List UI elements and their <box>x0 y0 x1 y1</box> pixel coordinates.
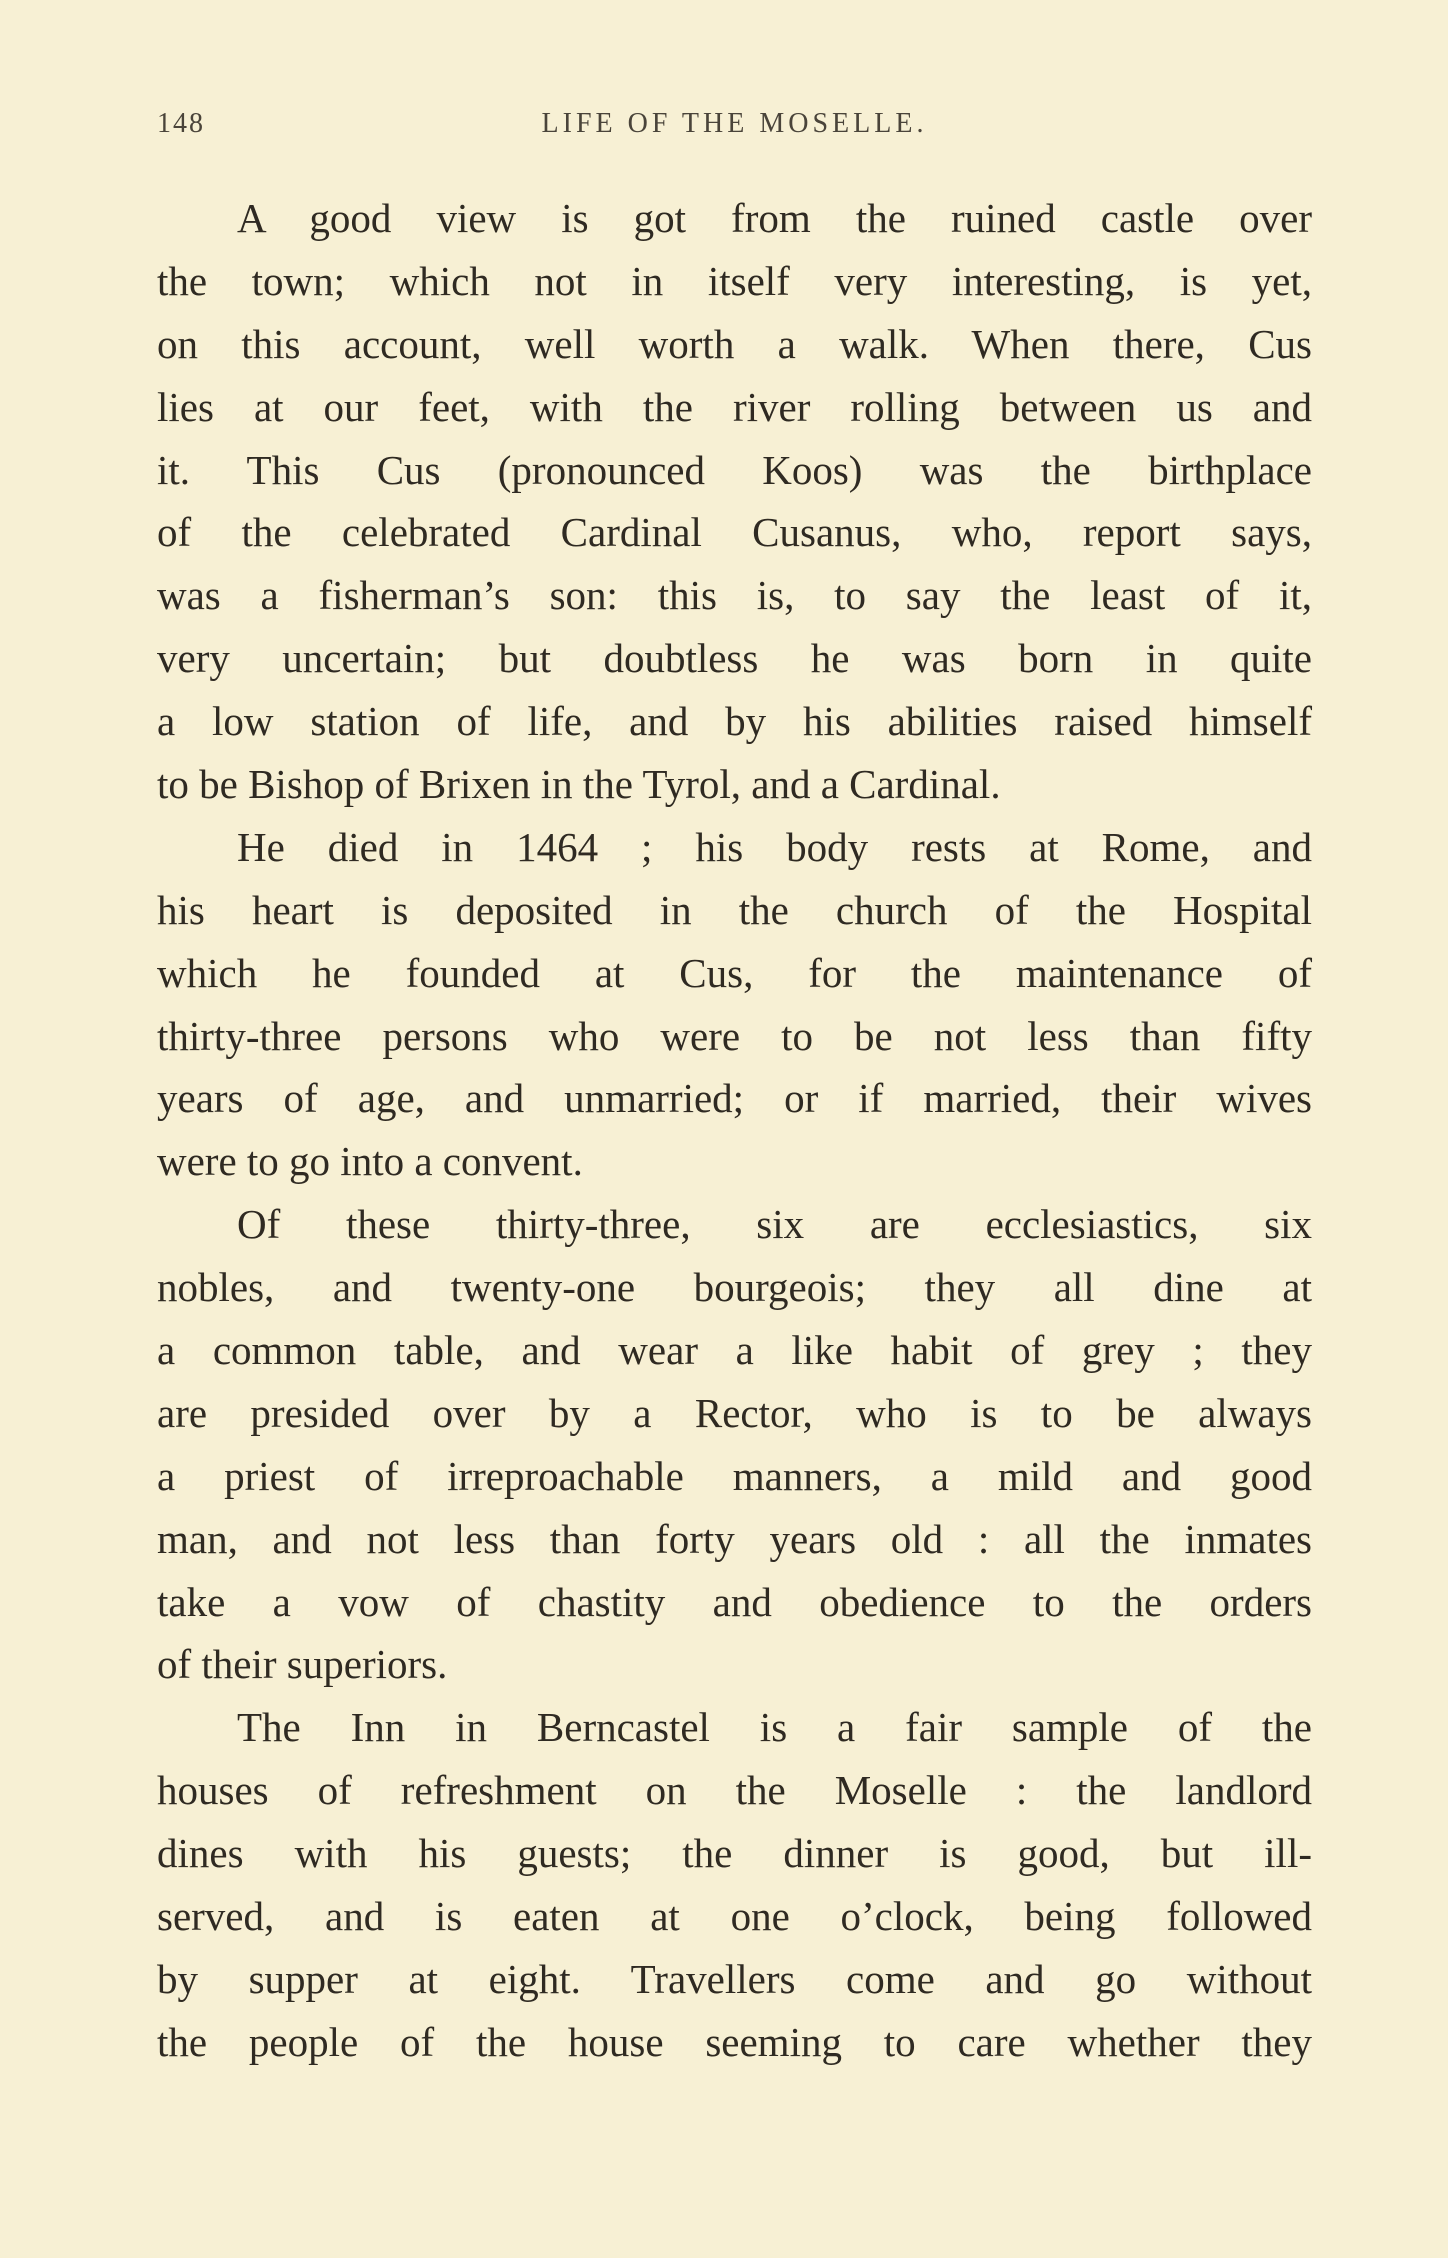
text-line: was a fisherman’s son: this is, to say the least of it, <box>157 572 1312 619</box>
text-line: lies at our feet, with the river rolling between us and <box>157 383 1312 430</box>
text-line: which he founded at Cus, for the maintenance of <box>157 949 1312 996</box>
text-line: of the celebrated Cardinal Cusanus, who, report says, <box>157 509 1312 556</box>
text-line: dines with his guests; the dinner is good, but ill- <box>157 1830 1312 1877</box>
text-line: of their superiors. <box>157 1641 448 1688</box>
paragraph <box>157 816 1312 1193</box>
text-line: a priest of irreproachable manners, a mild and good <box>157 1452 1312 1499</box>
text-line: to be Bishop of Brixen in the Tyrol, and a Cardinal. <box>157 761 1001 808</box>
text-line: are presided over by a Rector, who is to be always <box>157 1389 1312 1436</box>
paragraph <box>157 1696 1312 2073</box>
text-line: on this account, well worth a walk. When there, Cus <box>157 320 1312 367</box>
text-line: by supper at eight. Travellers come and go without <box>157 1955 1312 2002</box>
page-header <box>157 108 1312 148</box>
text-line: take a vow of chastity and obedience to the orders <box>157 1578 1312 1625</box>
paragraph <box>157 1193 1312 1696</box>
page-number: 148 <box>157 108 205 139</box>
text-line: the town; which not in itself very interesting, is yet, <box>157 257 1312 304</box>
text-line: it. This Cus (pronounced Koos) was the birthplace <box>157 446 1312 493</box>
text-line: Of these thirty-three, six are ecclesiastics, six <box>237 1201 1312 1248</box>
text-line: his heart is deposited in the church of the Hospital <box>157 886 1312 933</box>
text-line: nobles, and twenty-one bourgeois; they all dine at <box>157 1264 1312 1311</box>
text-line: He died in 1464 ; his body rests at Rome, and <box>237 823 1312 870</box>
text-line: a low station of life, and by his abilities raised himself <box>157 698 1312 745</box>
text-line: The Inn in Berncastel is a fair sample of the <box>237 1704 1312 1751</box>
text-line: a common table, and wear a like habit of grey ; they <box>157 1327 1312 1374</box>
text-line: were to go into a convent. <box>157 1138 583 1185</box>
text-line: A good view is got from the ruined castle over <box>237 195 1312 241</box>
text-line: man, and not less than forty years old : all the inmates <box>157 1515 1312 1562</box>
text-line: houses of refreshment on the Moselle : the landlord <box>157 1767 1312 1814</box>
text-line: thirty-three persons who were to be not less than fifty <box>157 1012 1312 1059</box>
running-head: LIFE OF THE MOSELLE. <box>541 108 928 139</box>
text-line: very uncertain; but doubtless he was born in quite <box>157 635 1312 682</box>
text-line: served, and is eaten at one o’clock, being followed <box>157 1893 1312 1940</box>
text-line: the people of the house seeming to care whether they <box>157 2018 1312 2065</box>
body-text <box>157 187 1312 2074</box>
paragraph <box>157 187 1312 816</box>
text-line: years of age, and unmarried; or if married, their wives <box>157 1075 1312 1122</box>
